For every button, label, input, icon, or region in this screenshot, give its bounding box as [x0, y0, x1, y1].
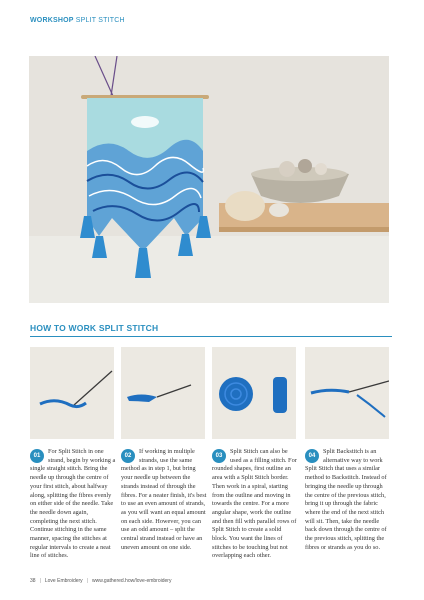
step-number-badge: 04: [305, 449, 319, 463]
step-photo-03: [212, 347, 296, 439]
header-section: WORKSHOP: [30, 17, 74, 24]
header-title: SPLIT STITCH: [75, 17, 125, 24]
page-number: 38: [30, 578, 36, 584]
step-text-04: [305, 448, 391, 552]
step-body: Split Backstitch is an alternative way to work Split Stitch that uses a similar method to Backstitch. Instead of bringing the needle up through the centre of the previous stitch, bring it up through the fabric where the end of the next stitch will sit. Then, take the needle back down through the centre of the previous stitch, splitting the fibres or strands as you do so.: [305, 448, 387, 551]
step-photo-01: [30, 347, 114, 439]
step-number-badge: 01: [30, 449, 44, 463]
section-rule: [30, 336, 392, 337]
footer-url[interactable]: www.gathered.how/love-embroidery: [91, 578, 172, 584]
step-body: Split Stitch can also be used as a filling stitch. For rounded shapes, first outline an area with a Split Stitch border. Then work in a spiral, starting from the outline and moving in towards the centre. For a more angular shape, work the outline and then fill with parallel rows of Split Stitch to create a solid block. You want the lines of stitches to be touching but not overlapping each other.: [212, 448, 297, 560]
step-text-01: [30, 448, 116, 561]
section-title: HOW TO WORK SPLIT STITCH: [30, 323, 159, 333]
step-photo-04: [305, 347, 389, 439]
step-body: For Split Stitch in one strand, begin by working a single straight stitch. Bring the needle up through the centre of your first stitch, about halfway along, splitting the fibres evenly on either side of the needle. Take the needle down again, completing the next stitch. Continue stitching in the same manner, spacing the stitches at regular intervals to create a neat line of stitches.: [30, 448, 116, 560]
step-number-badge: 02: [121, 449, 135, 463]
magazine-name: Love Embroidery: [44, 578, 83, 584]
hero-photo: [29, 56, 389, 303]
step-text-03: [212, 448, 298, 561]
step-photo-02: [121, 347, 205, 439]
step-body: If working in multiple strands, use the same method as in step 1, but bring your needle up between the strands instead of through the fibres. For a neater finish, it's best to use an even amount of strands, as you will want an equal amount on each side. However, you can use an odd amount – split the central strand instead or have an uneven amount on one side.: [121, 448, 207, 551]
step-number-badge: 03: [212, 449, 226, 463]
page-footer: 38 | Love Embroidery | www.gathered.how/love-embroidery: [30, 578, 172, 584]
step-text-02: [121, 448, 207, 552]
page-header: [30, 17, 125, 24]
